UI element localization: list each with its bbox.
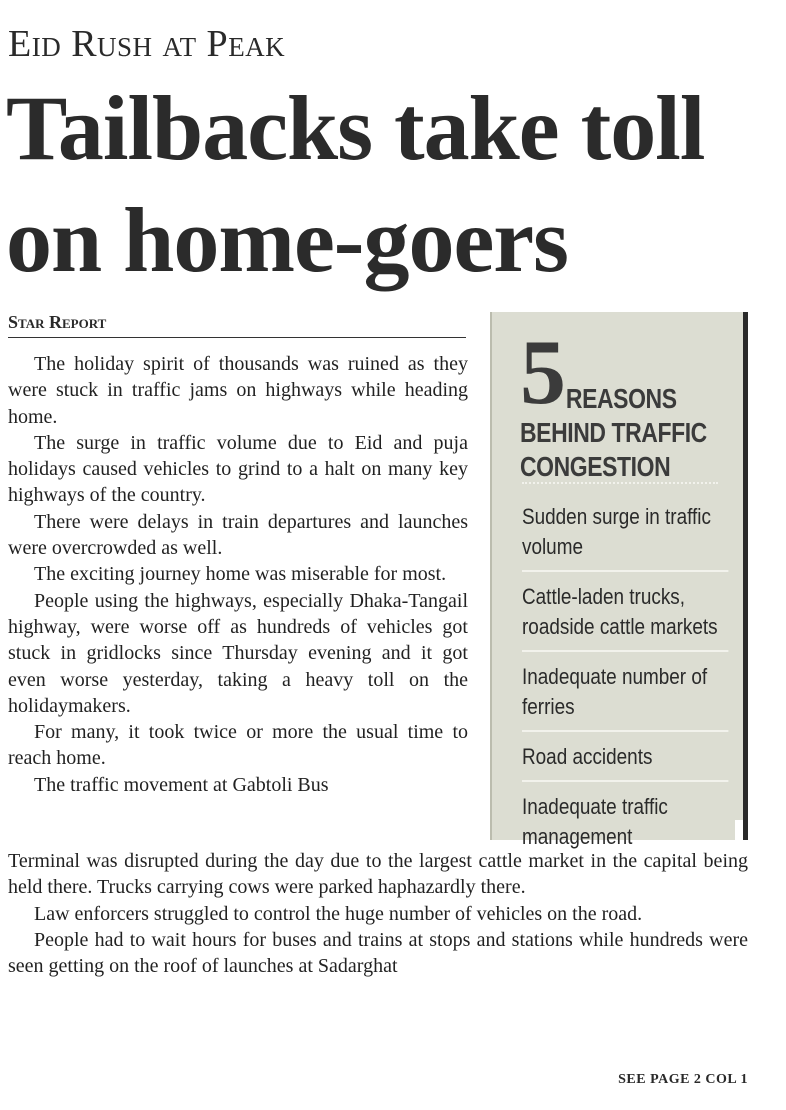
article-body-column — [8, 351, 468, 798]
byline: Star Report — [8, 312, 466, 338]
reasons-list — [522, 500, 732, 868]
reason-item: Inadequate traffic management — [522, 794, 668, 849]
headline: Tailbacks take toll on home-goers — [6, 77, 705, 291]
paragraph: The exciting journey home was miserable for most. — [34, 563, 447, 586]
paragraph: People using the highways, especially Dhaka-Tangail highway, were worse off as hundreds of vehicles got stuck in gridlocks since Thursday evening and it got even worse yesterday, taking a heavy toll on the holidaymakers. — [8, 589, 468, 717]
reasons-sidebar — [490, 312, 748, 849]
paragraph: For many, it took twice or more the usual time to reach home. — [8, 721, 468, 770]
reason-item: Sudden surge in traffic volume — [522, 500, 728, 572]
paragraph: Terminal was disrupted during the day due to the largest cattle market in the capital being held there. Trucks carrying cows were parked haphazardly there. — [8, 850, 748, 899]
paragraph: People had to wait hours for buses and trains at stops and stations while hundreds were seen getting on the roof of launches at Sadarghat — [8, 928, 748, 978]
paragraph: The traffic movement at Gabtoli Bus — [34, 773, 329, 796]
kicker: Eid Rush at Peak — [8, 23, 286, 65]
paragraph: The holiday spirit of thousands was ruined as they were stuck in traffic jams on highways while heading home. — [8, 353, 468, 428]
sidebar-title — [520, 382, 741, 484]
reason-item: Road accidents — [522, 740, 728, 782]
reason-item: Cattle-laden trucks, roadside cattle markets — [522, 580, 728, 652]
sidebar-title-line: REASONS — [565, 383, 677, 414]
paragraph: There were delays in train departures and launches were overcrowded as well. — [8, 510, 468, 560]
paragraph: The surge in traffic volume due to Eid and puja holidays caused vehicles to grind to a halt on many key highways of the country. — [8, 431, 468, 507]
reason-item: Inadequate number of ferries — [522, 660, 728, 732]
sidebar-divider — [522, 482, 718, 484]
sidebar-title-line: BEHIND TRAFFIC — [520, 417, 707, 448]
sidebar-number: 5 — [520, 321, 566, 423]
sidebar-title-line: CONGESTION — [520, 451, 671, 482]
paragraph: Law enforcers struggled to control the huge number of vehicles on the road. — [34, 902, 643, 925]
continuation-note: SEE PAGE 2 COL 1 — [618, 1072, 748, 1087]
